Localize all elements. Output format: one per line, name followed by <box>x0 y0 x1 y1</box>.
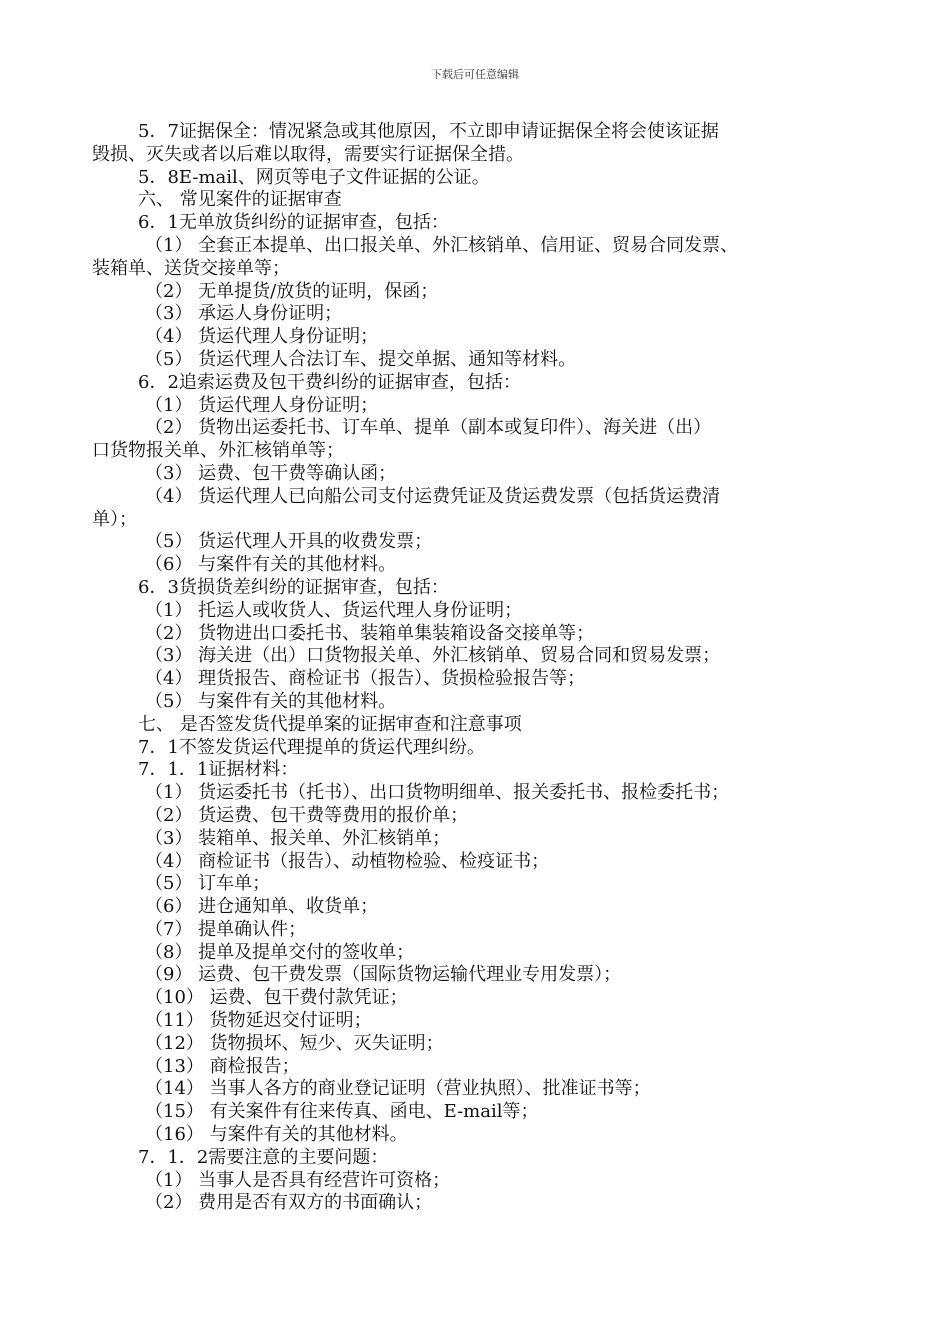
paragraph-line: （5） 与案件有关的其他材料。 <box>145 690 397 712</box>
paragraph-line: （13） 商检报告； <box>145 1055 300 1077</box>
paragraph-line: （14） 当事人各方的商业登记证明（营业执照）、批准证书等； <box>145 1078 651 1100</box>
paragraph-line: （3） 承运人身份证明； <box>145 303 343 325</box>
paragraph-line: （5） 订车单； <box>145 873 271 895</box>
paragraph-line: （8） 提单及提单交付的签收单； <box>145 941 415 963</box>
paragraph-line: （2） 货物出运委托书、订车单、提单（副本或复印件）、海关进（出） <box>145 417 712 439</box>
paragraph-line: （12） 货物损坏、短少、灭失证明； <box>145 1032 444 1054</box>
paragraph-line: 单）； <box>92 508 137 530</box>
paragraph-line: （1） 货运委托书（托书）、出口货物明细单、报关委托书、报检委托书； <box>145 782 730 804</box>
document-body <box>92 121 872 1215</box>
paragraph-line: 5．7证据保全：情况紧急或其他原因，不立即申请证据保全将会使该证据 <box>138 121 719 142</box>
paragraph-line: （2） 货运费、包干费等费用的报价单； <box>145 804 469 826</box>
paragraph-line: 5．8E-mail、网页等电子文件证据的公证。 <box>138 166 490 188</box>
paragraph-line: （4） 商检证书（报告）、动植物检验、检疫证书； <box>145 850 550 872</box>
paragraph-line: （7） 提单确认件； <box>145 918 307 940</box>
paragraph-line: 7．1．2需要注意的主要问题： <box>138 1146 389 1168</box>
paragraph-line: 6．1无单放货纠纷的证据审查，包括： <box>138 212 449 234</box>
paragraph-line: （10） 运费、包干费付款凭证； <box>145 987 408 1009</box>
paragraph-line: （1） 托运人或收货人、货运代理人身份证明； <box>145 599 523 621</box>
paragraph-line: （1） 全套正本提单、出口报关单、外汇核销单、信用证、贸易合同发票、 <box>145 234 739 256</box>
paragraph-line: （15） 有关案件有往来传真、函电、E-mail等； <box>145 1101 539 1123</box>
paragraph-line: （2） 无单提货/放货的证明，保函； <box>145 280 439 302</box>
paragraph-line: （6） 进仓通知单、收货单； <box>145 896 379 918</box>
paragraph-line: 口货物报关单、外汇核销单等； <box>92 440 344 462</box>
paragraph-line: （2） 费用是否有双方的书面确认； <box>145 1192 433 1214</box>
paragraph-line: 七、 是否签发货代提单案的证据审查和注意事项 <box>138 713 522 735</box>
paragraph-line: （3） 海关进（出）口货物报关单、外汇核销单、贸易合同和贸易发票； <box>145 645 721 667</box>
paragraph-line: （4） 货运代理人身份证明； <box>145 326 379 348</box>
paragraph-line: （2） 货物进出口委托书、装箱单集装箱设备交接单等； <box>145 622 595 644</box>
paragraph-line: 六、 常见案件的证据审查 <box>138 189 342 211</box>
paragraph-line: （9） 运费、包干费发票（国际货物运输代理业专用发票）； <box>145 964 622 986</box>
paragraph-line: （3） 装箱单、报关单、外汇核销单； <box>145 827 451 849</box>
paragraph-line: （11） 货物延迟交付证明； <box>145 1010 372 1032</box>
paragraph-line: 7．1．1证据材料： <box>138 759 299 781</box>
paragraph-line: （5） 货运代理人合法订车、提交单据、通知等材料。 <box>145 348 577 370</box>
paragraph-line: （3） 运费、包干费等确认函； <box>145 462 397 484</box>
paragraph-line: （16） 与案件有关的其他材料。 <box>145 1124 408 1146</box>
paragraph-line: 6．2追索运费及包干费纠纷的证据审查，包括： <box>138 371 521 393</box>
paragraph-line: （6） 与案件有关的其他材料。 <box>145 554 397 576</box>
paragraph-line: （1） 货运代理人身份证明； <box>145 394 379 416</box>
paragraph-line: 毁损、灭失或者以后难以取得，需要实行证据保全措。 <box>92 143 524 165</box>
paragraph-line: 装箱单、送货交接单等； <box>92 257 290 279</box>
paragraph-line: 7．1不签发货运代理提单的货运代理纠纷。 <box>138 736 485 758</box>
paragraph-line: （4） 理货报告、商检证书（报告）、货损检验报告等； <box>145 668 586 690</box>
paragraph-line: （1） 当事人是否具有经营许可资格； <box>145 1169 451 1191</box>
paragraph-line: （4） 货运代理人已向船公司支付运费凭证及货运费发票（包括货运费清 <box>145 485 721 507</box>
paragraph-line: 6．3货损货差纠纷的证据审查，包括： <box>138 576 449 598</box>
paragraph-line: （5） 货运代理人开具的收费发票； <box>145 531 433 553</box>
page-header: 下载后可任意编辑 <box>431 68 519 81</box>
